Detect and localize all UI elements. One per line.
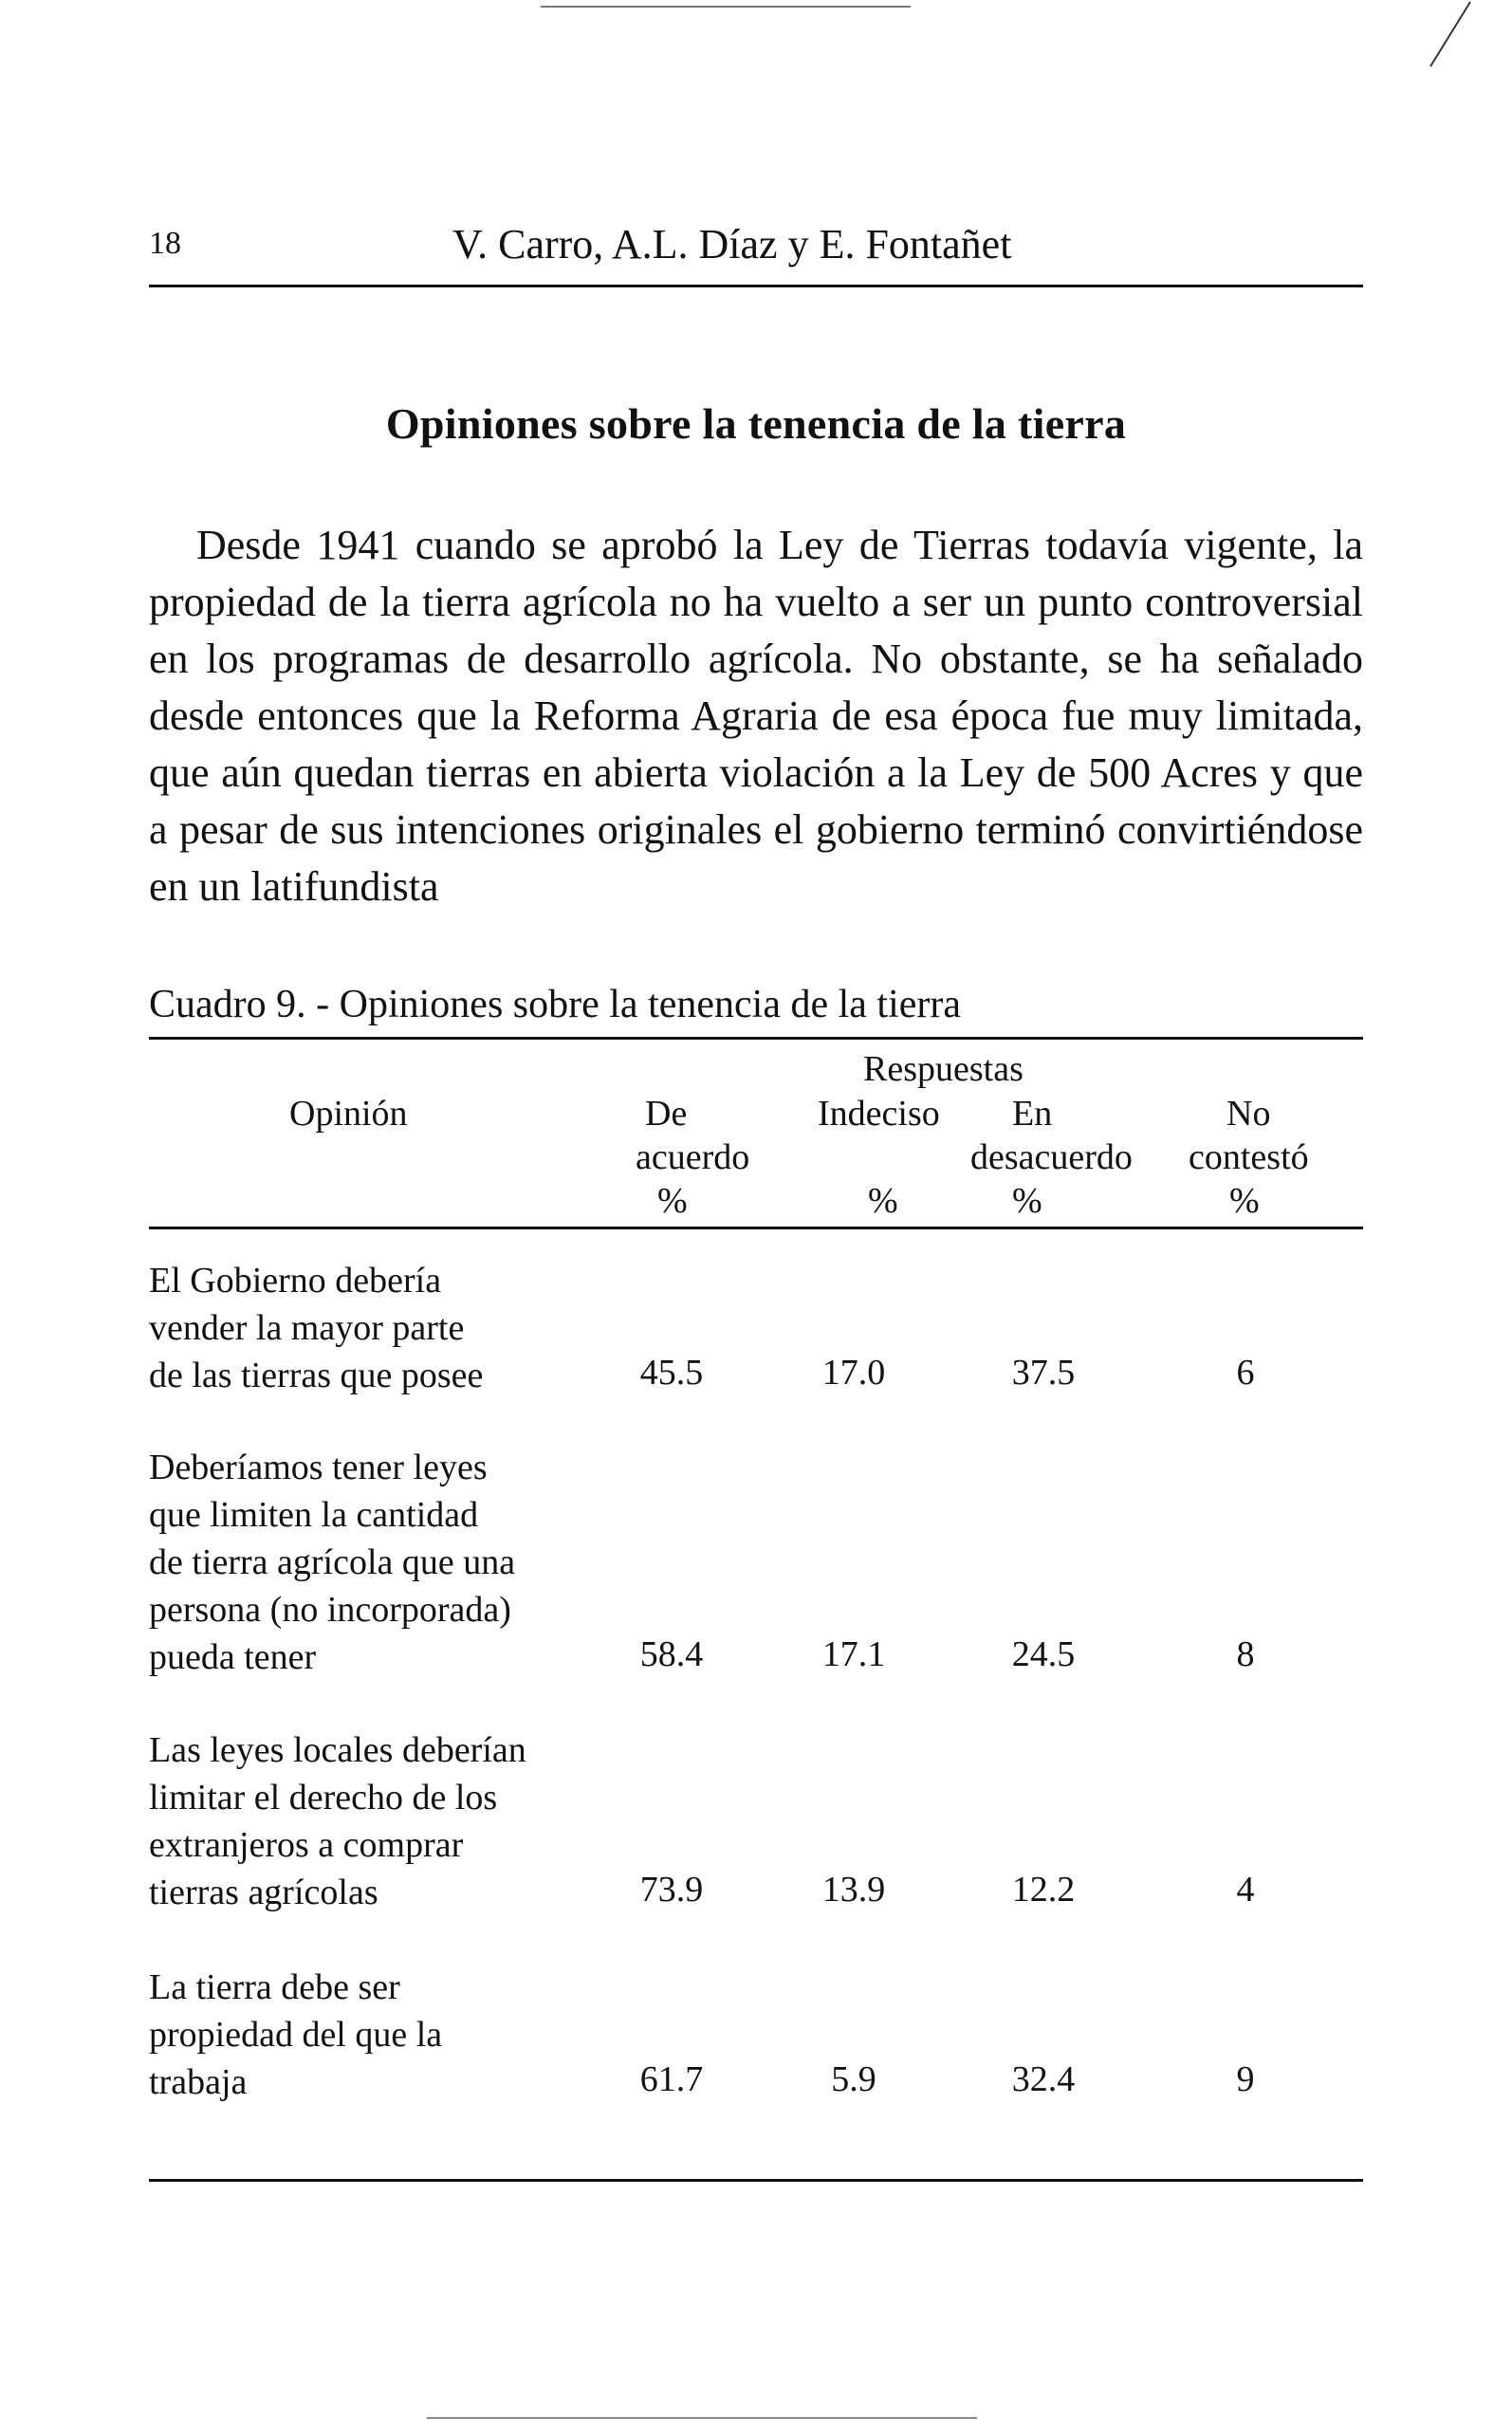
opinion-line: limitar el derecho de los xyxy=(149,1778,498,1818)
col-header-indeciso: Indeciso xyxy=(818,1094,940,1134)
scan-mark-bottom-line xyxy=(427,2417,977,2419)
opinion-line: El Gobierno debería xyxy=(149,1261,442,1301)
table-row-2-no-contesto: 8 xyxy=(1236,1634,1255,1674)
col-header-acuerdo-pct: % xyxy=(657,1181,688,1221)
col-header-no-contesto-pct: % xyxy=(1229,1181,1260,1221)
opinion-line: de las tierras que posee xyxy=(149,1356,484,1395)
opinion-line: persona (no incorporada) xyxy=(149,1590,511,1630)
table-row-3-opinion xyxy=(149,1726,595,1916)
col-header-opinion: Opinión xyxy=(289,1094,408,1134)
table-bottom-rule xyxy=(149,2179,1363,2182)
group-header-respuestas: Respuestas xyxy=(863,1049,1023,1089)
table-row-3-no-contesto: 4 xyxy=(1236,1870,1255,1910)
table-row-4-acuerdo: 61.7 xyxy=(639,2059,704,2099)
table-row-1-desacuerdo: 37.5 xyxy=(1011,1353,1076,1393)
page-header xyxy=(149,221,1363,283)
opinion-line: extranjeros a comprar xyxy=(149,1825,464,1865)
table-header-rule xyxy=(149,1227,1363,1229)
table-row-1-indeciso: 17.0 xyxy=(821,1353,886,1393)
col-header-indeciso-pct: % xyxy=(868,1181,898,1221)
opinion-line: que limiten la cantidad xyxy=(149,1495,479,1535)
opinion-line: Deberíamos tener leyes xyxy=(149,1448,488,1487)
table-top-rule xyxy=(149,1037,1363,1040)
opinion-line: de tierra agrícola que una xyxy=(149,1542,516,1582)
table-row-3-acuerdo: 73.9 xyxy=(639,1870,704,1910)
running-head-authors: V. Carro, A.L. Díaz y E. Fontañet xyxy=(452,221,1012,268)
scan-mark-corner-stroke xyxy=(1413,0,1480,76)
table-caption: Cuadro 9. - Opiniones sobre la tenencia de la tierra xyxy=(149,983,962,1026)
table-row-3-desacuerdo: 12.2 xyxy=(1011,1870,1076,1910)
table-row-1-no-contesto: 6 xyxy=(1236,1353,1255,1393)
col-header-no-contesto-2: contestó xyxy=(1189,1137,1309,1177)
table-row-4-indeciso: 5.9 xyxy=(831,2059,876,2099)
table-row-3-indeciso: 13.9 xyxy=(821,1870,886,1910)
scan-mark-top-line xyxy=(541,6,911,8)
opinion-line: Las leyes locales deberían xyxy=(149,1730,526,1770)
table-row-2-acuerdo: 58.4 xyxy=(639,1634,704,1674)
col-header-no-contesto-1: No xyxy=(1226,1094,1271,1134)
opinion-line: propiedad del que la xyxy=(149,2015,443,2055)
table-row-2-indeciso: 17.1 xyxy=(821,1634,886,1674)
col-header-acuerdo-1: De xyxy=(645,1094,688,1134)
col-header-acuerdo-2: acuerdo xyxy=(636,1137,750,1177)
table-row-4-desacuerdo: 32.4 xyxy=(1011,2059,1076,2099)
table-row-4-opinion xyxy=(149,1964,595,2106)
opinion-line: pueda tener xyxy=(149,1637,317,1677)
col-header-desacuerdo-2: desacuerdo xyxy=(970,1137,1133,1177)
opinion-line: trabaja xyxy=(149,2062,248,2102)
header-rule xyxy=(149,285,1363,287)
opinion-line: vender la mayor parte xyxy=(149,1308,465,1348)
col-header-desacuerdo-1: En xyxy=(1012,1094,1053,1134)
table-row-2-opinion xyxy=(149,1444,595,1681)
col-header-desacuerdo-pct: % xyxy=(1012,1181,1042,1221)
table-row-1-opinion xyxy=(149,1257,595,1399)
page-number: 18 xyxy=(149,226,181,261)
table-row-2-desacuerdo: 24.5 xyxy=(1011,1634,1076,1674)
body-paragraph: Desde 1941 cuando se aprobó la Ley de Tierras todavía vigente, la propiedad de la tierra agrícola no ha vuelto a ser un punto controversial en los programas de desarrollo agrícola. No obstante, se ha señalado desde entonces que la Reforma Agraria de esa época fue muy limitada, que aún quedan tierras en abierta violación a la Ley de 500 Acres y que a pesar de sus intenciones originales el gobierno terminó convirtiéndose en un latifundista xyxy=(149,522,1363,910)
section-title: Opiniones sobre la tenencia de la tierra xyxy=(385,399,1127,448)
opinion-line: La tierra debe ser xyxy=(149,1967,400,2007)
table-row-1-acuerdo: 45.5 xyxy=(639,1353,704,1393)
table-row-4-no-contesto: 9 xyxy=(1236,2059,1255,2099)
opinion-line: tierras agrícolas xyxy=(149,1873,378,1912)
